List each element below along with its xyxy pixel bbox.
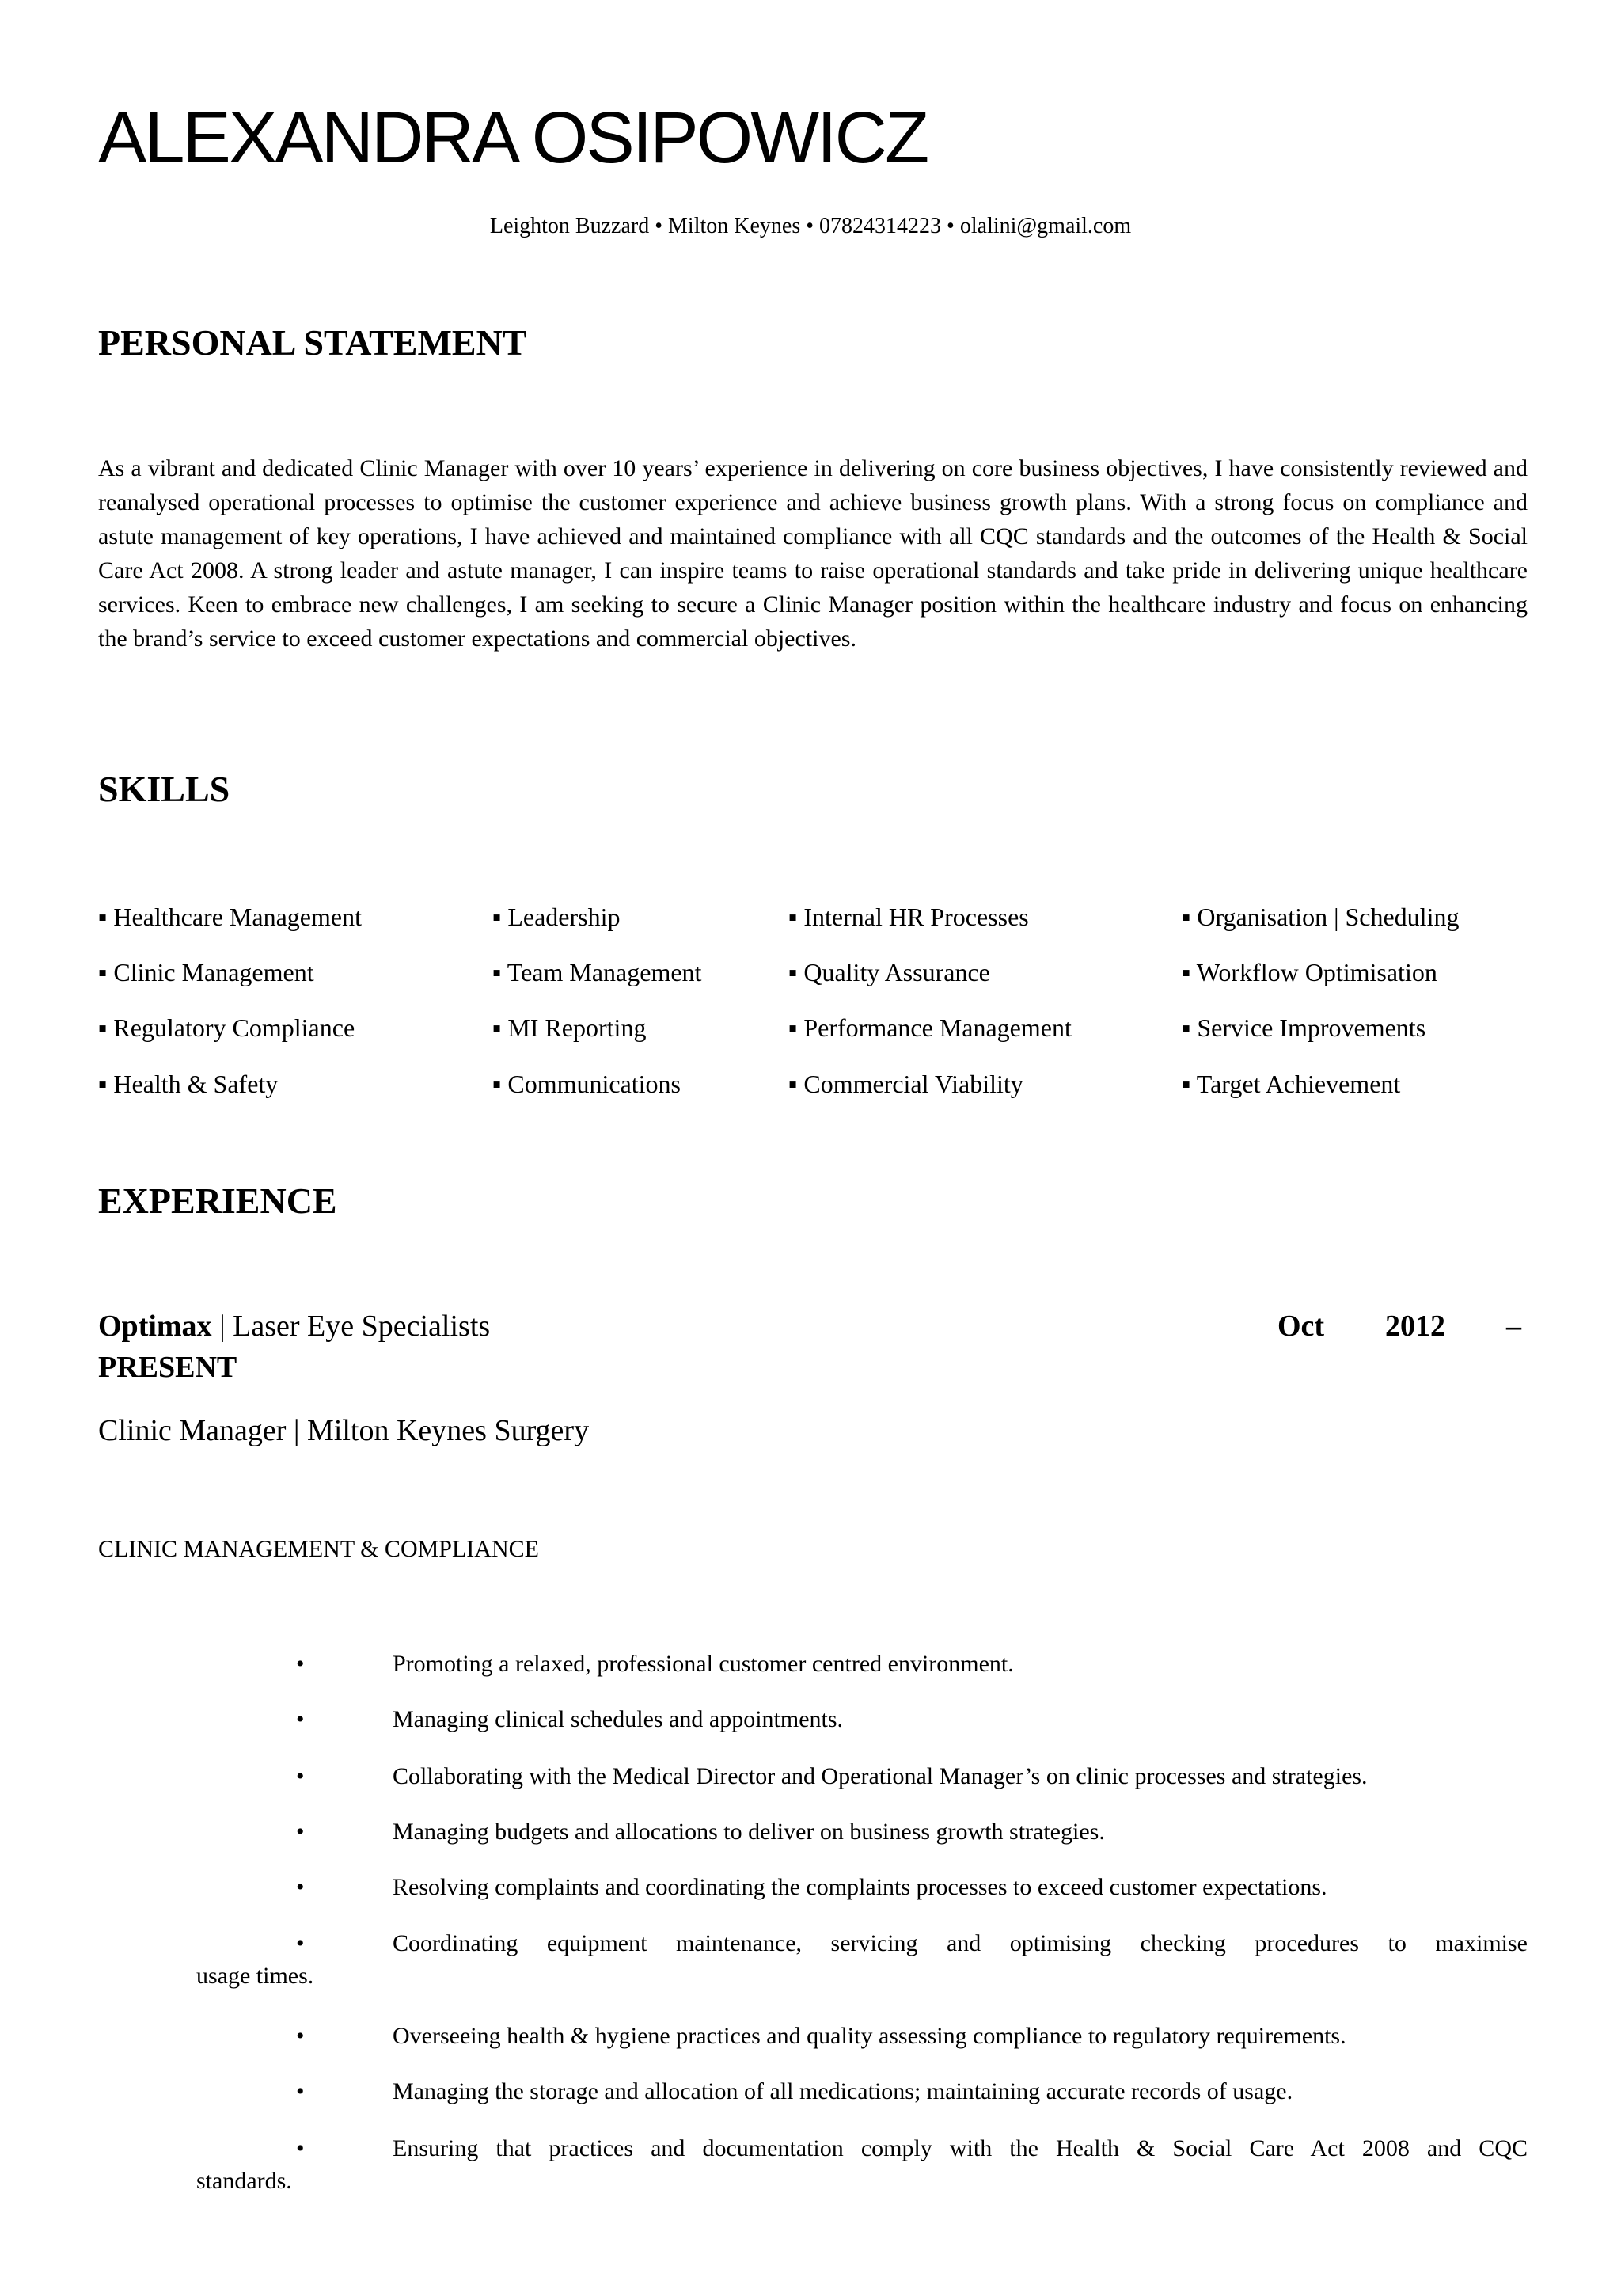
- bullet-icon: •: [296, 1819, 305, 1845]
- skill-item: ▪ Communications: [492, 1070, 681, 1098]
- responsibility-item: Managing budgets and allocations to deliver on business growth strategies.: [393, 1819, 1105, 1845]
- skill-item: ▪ Regulatory Compliance: [98, 1013, 355, 1042]
- skill-item: ▪ Service Improvements: [1182, 1013, 1426, 1042]
- bullet-icon: •: [296, 1706, 305, 1732]
- responsibility-item: Managing the storage and allocation of all medications; maintaining accurate records of usage.: [393, 2078, 1293, 2104]
- responsibility-item: Ensuring that practices and documentation comply with the Health & Social Care Act 2008 and CQC: [393, 2135, 1528, 2161]
- responsibility-item: Resolving complaints and coordinating the complaints processes to exceed customer expectations.: [393, 1874, 1327, 1900]
- personal-statement-heading: PERSONAL STATEMENT: [98, 322, 527, 363]
- responsibility-section-title: CLINIC MANAGEMENT & COMPLIANCE: [98, 1536, 539, 1562]
- skill-item: ▪ Commercial Viability: [788, 1070, 1023, 1098]
- skill-item: ▪ Clinic Management: [98, 958, 314, 986]
- bullet-icon: •: [296, 2023, 305, 2049]
- contact-line: Leighton Buzzard • Milton Keynes • 07824314223 • olalini@gmail.com: [489, 214, 1132, 238]
- bullet-icon: •: [296, 2078, 305, 2104]
- personal-statement-text: As a vibrant and dedicated Clinic Manager with over 10 years’ experience in delivering on core business objectives, I have consistently reviewed and reanalysed operational processes to optimise the customer experience and achieve business growth plans. With a strong focus on compliance and astute management of key operations, I have achieved and maintained compliance with all CQC standards and the outcomes of the Health & Social Care Act 2008. A strong leader and astute manager, I can inspire teams to raise operational standards and take pride in delivering unique healthcare services. Keen to embrace new challenges, I am seeking to secure a Clinic Manager position within the healthcare industry and focus on enhancing the brand’s service to exceed customer expectations and commercial objectives.: [98, 455, 1528, 652]
- bullet-icon: •: [296, 1874, 305, 1900]
- job-employer: [98, 1309, 490, 1344]
- bullet-icon: •: [296, 1763, 305, 1789]
- job-date-year: 2012: [1385, 1310, 1445, 1343]
- responsibility-item-continuation: usage times.: [196, 1963, 314, 1989]
- job-date-dash: –: [1506, 1310, 1521, 1343]
- skill-item: ▪ Leadership: [492, 903, 621, 931]
- responsibility-item: Collaborating with the Medical Director and Operational Manager’s on clinic processes and strategies.: [393, 1763, 1368, 1789]
- skill-item: ▪ Team Management: [492, 958, 702, 986]
- bullet-icon: •: [296, 1651, 305, 1677]
- bullet-icon: •: [296, 1930, 305, 1956]
- skill-item: ▪ MI Reporting: [492, 1013, 647, 1042]
- skill-item: ▪ Health & Safety: [98, 1070, 279, 1098]
- responsibility-item-continuation: standards.: [196, 2168, 292, 2194]
- responsibility-item: Coordinating equipment maintenance, servicing and optimising checking procedures to maximise: [393, 1930, 1528, 1956]
- candidate-name: ALEXANDRA OSIPOWICZ: [98, 97, 928, 178]
- responsibility-item: Overseeing health & hygiene practices and quality assessing compliance to regulatory requirements.: [393, 2023, 1346, 2049]
- skill-item: ▪ Performance Management: [788, 1013, 1072, 1042]
- bullet-icon: •: [296, 2135, 305, 2161]
- skill-item: ▪ Workflow Optimisation: [1182, 958, 1437, 986]
- job-date-month: Oct: [1277, 1310, 1325, 1343]
- responsibility-item: Managing clinical schedules and appointments.: [393, 1706, 844, 1732]
- job-date-end: PRESENT: [98, 1351, 237, 1384]
- experience-heading: EXPERIENCE: [98, 1180, 337, 1221]
- skill-item: ▪ Internal HR Processes: [788, 903, 1029, 931]
- skills-heading: SKILLS: [98, 769, 230, 809]
- skill-item: ▪ Target Achievement: [1182, 1070, 1401, 1098]
- company-description: | Laser Eye Specialists: [211, 1310, 491, 1343]
- company-name: Optimax: [98, 1310, 212, 1343]
- skill-item: ▪ Healthcare Management: [98, 903, 362, 931]
- responsibility-item: Promoting a relaxed, professional customer centred environment.: [393, 1651, 1014, 1677]
- skill-item: ▪ Quality Assurance: [788, 958, 990, 986]
- skill-item: ▪ Organisation | Scheduling: [1182, 903, 1460, 931]
- job-role: Clinic Manager | Milton Keynes Surgery: [98, 1414, 590, 1447]
